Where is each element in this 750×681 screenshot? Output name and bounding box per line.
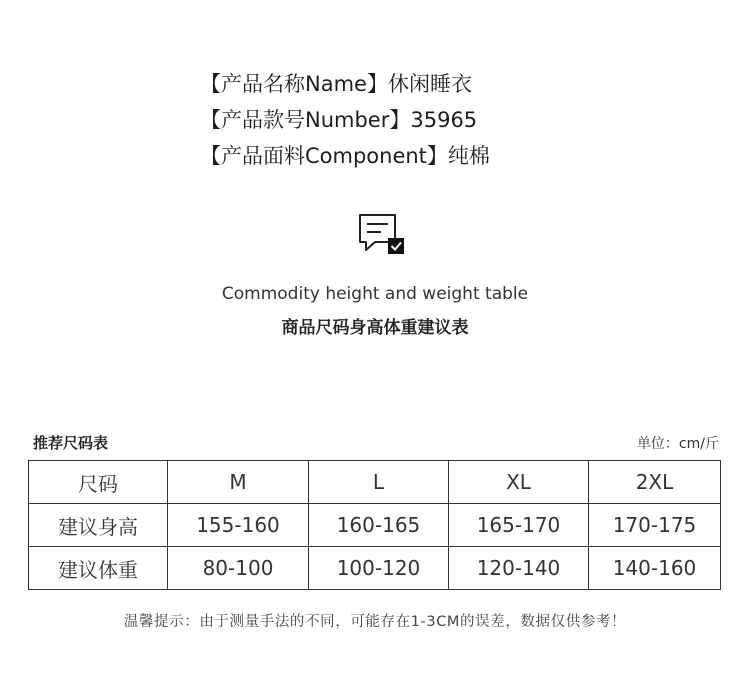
table-subtitle-chinese: 商品尺码身高体重建议表 — [281, 318, 469, 338]
header-cell-size: 尺码 — [29, 461, 168, 504]
measurement-note: 温馨提示：由于测量手法的不同，可能存在1-3CM的误差，数据仅供参考！ — [123, 614, 627, 630]
header-cell-m: M — [168, 461, 309, 504]
header-cell-xl: XL — [449, 461, 589, 504]
product-number-line: 【产品款号Number】35965 — [200, 108, 478, 132]
product-info — [200, 66, 620, 174]
table-cell: 80-100 — [168, 547, 309, 590]
product-name-line: 【产品名称Name】休闲睡衣 — [200, 72, 472, 96]
table-cell: 140-160 — [589, 547, 721, 590]
size-table — [28, 460, 721, 590]
table-cell: 165-170 — [449, 504, 589, 547]
table-cell: 160-165 — [309, 504, 449, 547]
row-label-height: 建议身高 — [29, 504, 168, 547]
table-cell: 100-120 — [309, 547, 449, 590]
table-cell: 120-140 — [449, 547, 589, 590]
table-row-height — [29, 504, 721, 547]
header-cell-2xl: 2XL — [589, 461, 721, 504]
size-table-unit: 单位：cm/斤 — [636, 436, 719, 452]
table-cell: 155-160 — [168, 504, 309, 547]
table-cell: 170-175 — [589, 504, 721, 547]
table-row-weight — [29, 547, 721, 590]
header-cell-l: L — [309, 461, 449, 504]
message-checkmark-icon — [355, 212, 407, 256]
size-table-title: 推荐尺码表 — [33, 434, 109, 452]
table-header-row — [29, 461, 721, 504]
row-label-weight: 建议体重 — [29, 547, 168, 590]
table-subtitle-english: Commodity height and weight table — [221, 284, 529, 304]
product-material-line: 【产品面料Component】纯棉 — [200, 144, 490, 168]
